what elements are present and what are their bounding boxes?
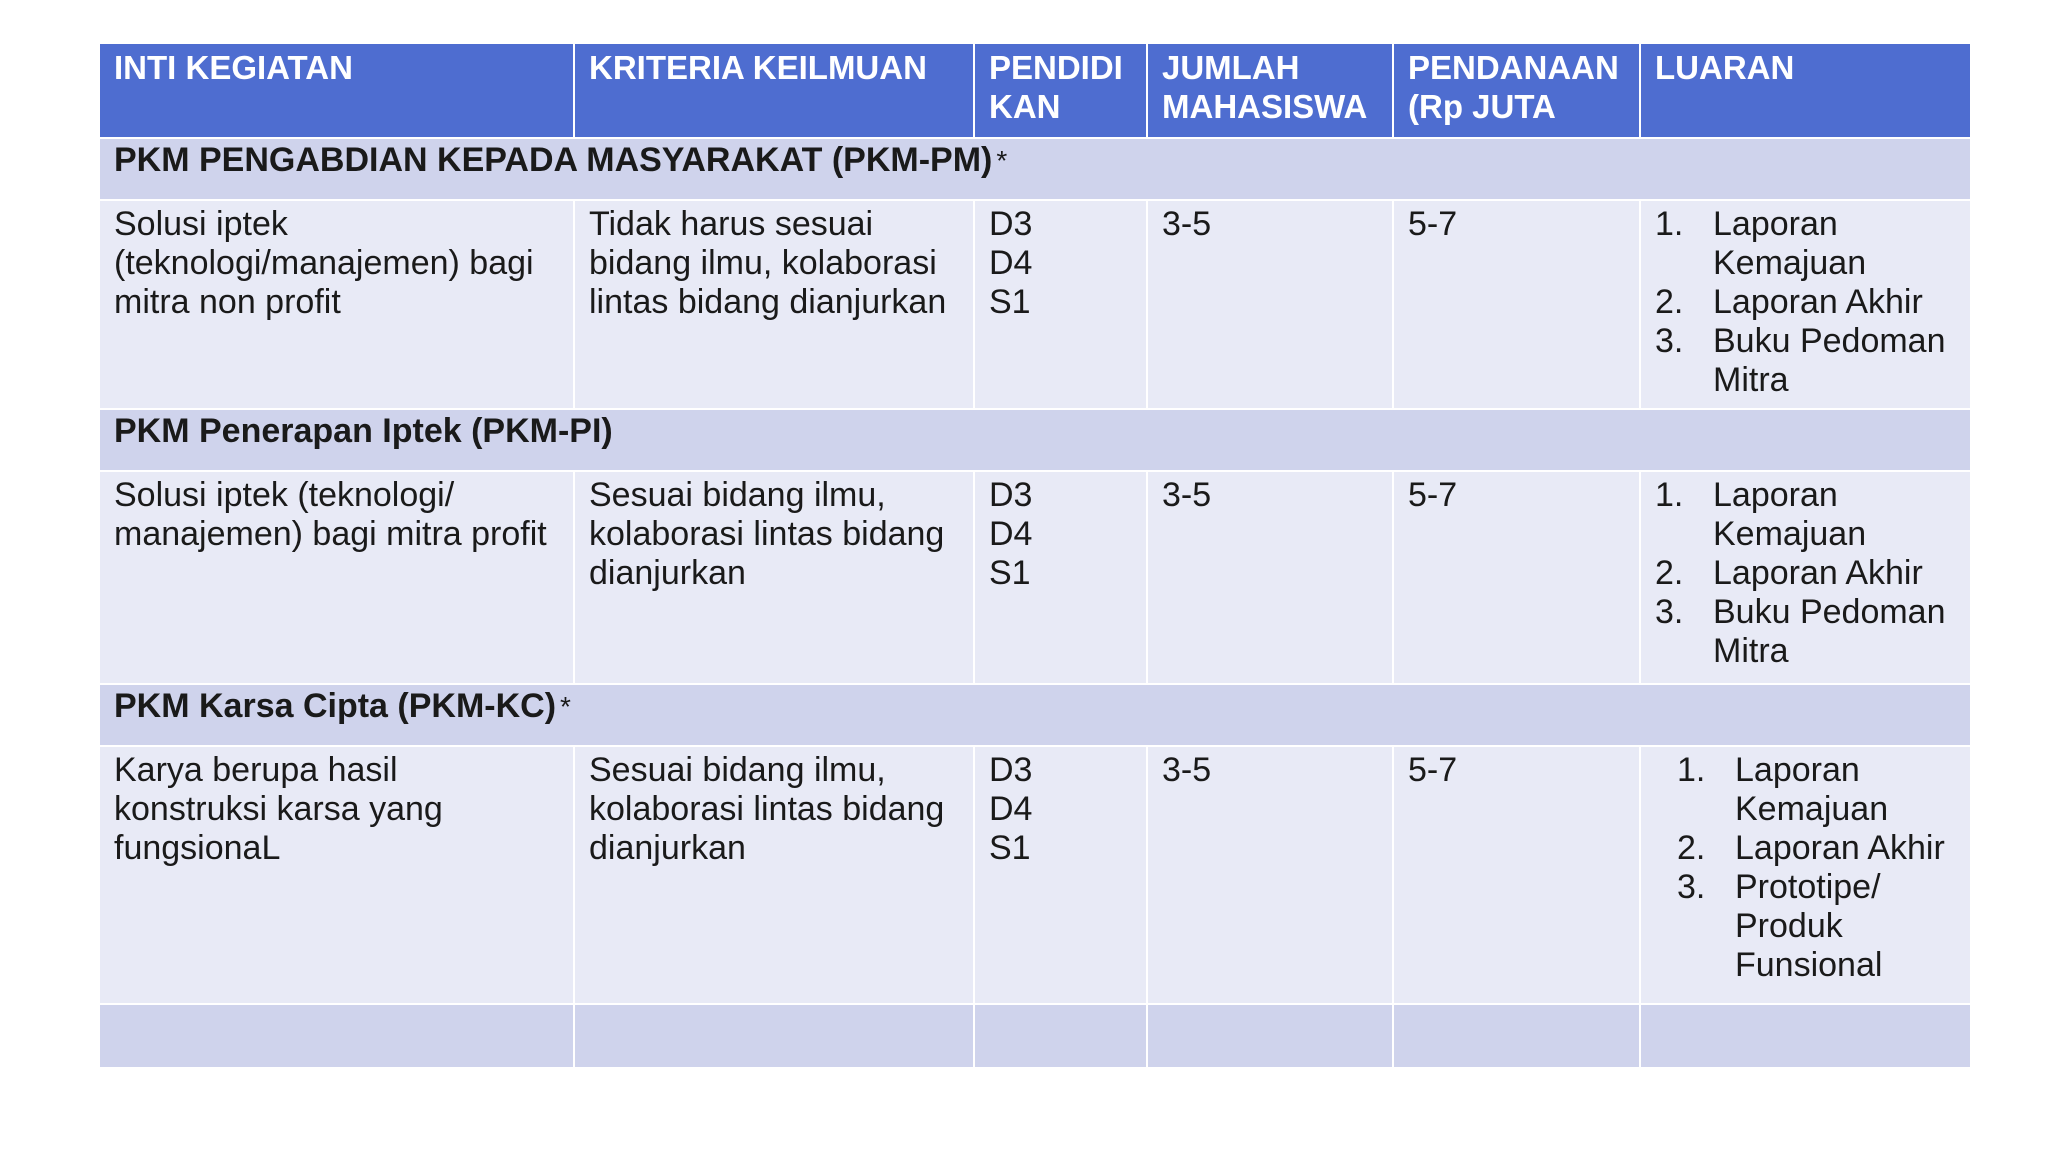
pendidikan-level: D3	[989, 751, 1033, 789]
pendanaan-cell: 5-7	[1393, 746, 1640, 1004]
section-title: PKM PENGABDIAN KEPADA MASYARAKAT (PKM-PM)	[114, 141, 993, 179]
empty-cell	[1640, 1004, 1971, 1068]
pendidikan-level: D4	[989, 515, 1033, 553]
list-number: 1.	[1655, 476, 1684, 514]
luaran-item	[1655, 554, 1956, 593]
empty-cell	[1393, 1004, 1640, 1068]
list-number: 2.	[1655, 283, 1684, 321]
empty-cell	[574, 1004, 974, 1068]
pendanaan-cell: 5-7	[1393, 471, 1640, 684]
inti-kegiatan-cell: Solusi iptek (teknologi/manajemen) bagi mitra non profit	[99, 200, 574, 409]
luaran-text: Buku Pedoman Mitra	[1713, 322, 1946, 399]
pendanaan-cell: 5-7	[1393, 200, 1640, 409]
list-number: 1.	[1655, 205, 1684, 243]
jumlah-mahasiswa-cell: 3-5	[1147, 200, 1393, 409]
section-title-cell	[99, 684, 1971, 746]
inti-kegiatan-cell: Solusi iptek (teknologi/ manajemen) bagi mitra profit	[99, 471, 574, 684]
list-number: 2.	[1655, 554, 1684, 592]
pendidikan-level: S1	[989, 283, 1031, 321]
section-row-pkm-pi	[99, 409, 1971, 471]
luaran-list	[1655, 476, 1956, 671]
luaran-text: Laporan Akhir	[1713, 283, 1923, 321]
pendidikan-cell	[974, 471, 1147, 684]
luaran-cell	[1640, 746, 1971, 1004]
header-jumlah-mahasiswa: JUMLAH MAHASISWA	[1147, 43, 1393, 138]
kriteria-keilmuan-cell: Tidak harus sesuai bidang ilmu, kolaborasi lintas bidang dianjurkan	[574, 200, 974, 409]
luaran-item	[1655, 593, 1956, 671]
header-inti-kegiatan: INTI KEGIATAN	[99, 43, 574, 138]
section-asterisk: *	[996, 145, 1008, 176]
table-row	[99, 471, 1971, 684]
pendidikan-cell	[974, 200, 1147, 409]
luaran-text: Laporan Kemajuan	[1735, 751, 1889, 828]
list-number: 1.	[1677, 751, 1706, 789]
pendidikan-level: D3	[989, 205, 1033, 243]
section-title-cell	[99, 409, 1971, 471]
kriteria-keilmuan-cell: Sesuai bidang ilmu, kolaborasi lintas bidang dianjurkan	[574, 471, 974, 684]
luaran-cell	[1640, 471, 1971, 684]
empty-cell	[99, 1004, 574, 1068]
kriteria-keilmuan-cell: Sesuai bidang ilmu, kolaborasi lintas bidang dianjurkan	[574, 746, 974, 1004]
pendidikan-level: D4	[989, 790, 1033, 828]
empty-row	[99, 1004, 1971, 1068]
header-row	[99, 43, 1971, 138]
section-title: PKM Penerapan Iptek (PKM-PI)	[114, 412, 613, 450]
luaran-text: Laporan Kemajuan	[1713, 205, 1867, 282]
empty-cell	[1147, 1004, 1393, 1068]
luaran-item	[1655, 476, 1956, 554]
luaran-item	[1677, 868, 1956, 985]
section-row-pkm-kc	[99, 684, 1971, 746]
header-pendanaan: PENDANAAN (Rp JUTA	[1393, 43, 1640, 138]
list-number: 2.	[1677, 829, 1706, 867]
luaran-item	[1655, 283, 1956, 322]
list-number: 3.	[1655, 322, 1684, 360]
jumlah-mahasiswa-cell: 3-5	[1147, 746, 1393, 1004]
luaran-text: Laporan Kemajuan	[1713, 476, 1867, 553]
header-luaran: LUARAN	[1640, 43, 1971, 138]
header-kriteria-keilmuan: KRITERIA KEILMUAN	[574, 43, 974, 138]
pendidikan-cell	[974, 746, 1147, 1004]
luaran-list	[1677, 751, 1956, 985]
luaran-text: Laporan Akhir	[1735, 829, 1945, 867]
luaran-cell	[1640, 200, 1971, 409]
empty-cell	[974, 1004, 1147, 1068]
luaran-item	[1655, 205, 1956, 283]
header-pendidikan: PENDIDI KAN	[974, 43, 1147, 138]
luaran-text: Laporan Akhir	[1713, 554, 1923, 592]
luaran-list	[1655, 205, 1956, 400]
section-title-cell	[99, 138, 1971, 200]
pendidikan-level: D4	[989, 244, 1033, 282]
list-number: 3.	[1677, 868, 1706, 906]
table-row	[99, 200, 1971, 409]
pendidikan-level: D3	[989, 476, 1033, 514]
table-row	[99, 746, 1971, 1004]
luaran-text: Prototipe/ Produk Funsional	[1735, 868, 1883, 984]
pendidikan-level: S1	[989, 554, 1031, 592]
list-number: 3.	[1655, 593, 1684, 631]
inti-kegiatan-cell: Karya berupa hasil konstruksi karsa yang fungsionaL	[99, 746, 574, 1004]
section-title: PKM Karsa Cipta (PKM-KC)	[114, 687, 557, 725]
pkm-table	[98, 42, 1972, 1069]
luaran-item	[1677, 751, 1956, 829]
section-row-pkm-pm	[99, 138, 1971, 200]
luaran-item	[1677, 829, 1956, 868]
pendidikan-level: S1	[989, 829, 1031, 867]
luaran-text: Buku Pedoman Mitra	[1713, 593, 1946, 670]
luaran-item	[1655, 322, 1956, 400]
section-asterisk: *	[560, 691, 571, 722]
jumlah-mahasiswa-cell: 3-5	[1147, 471, 1393, 684]
